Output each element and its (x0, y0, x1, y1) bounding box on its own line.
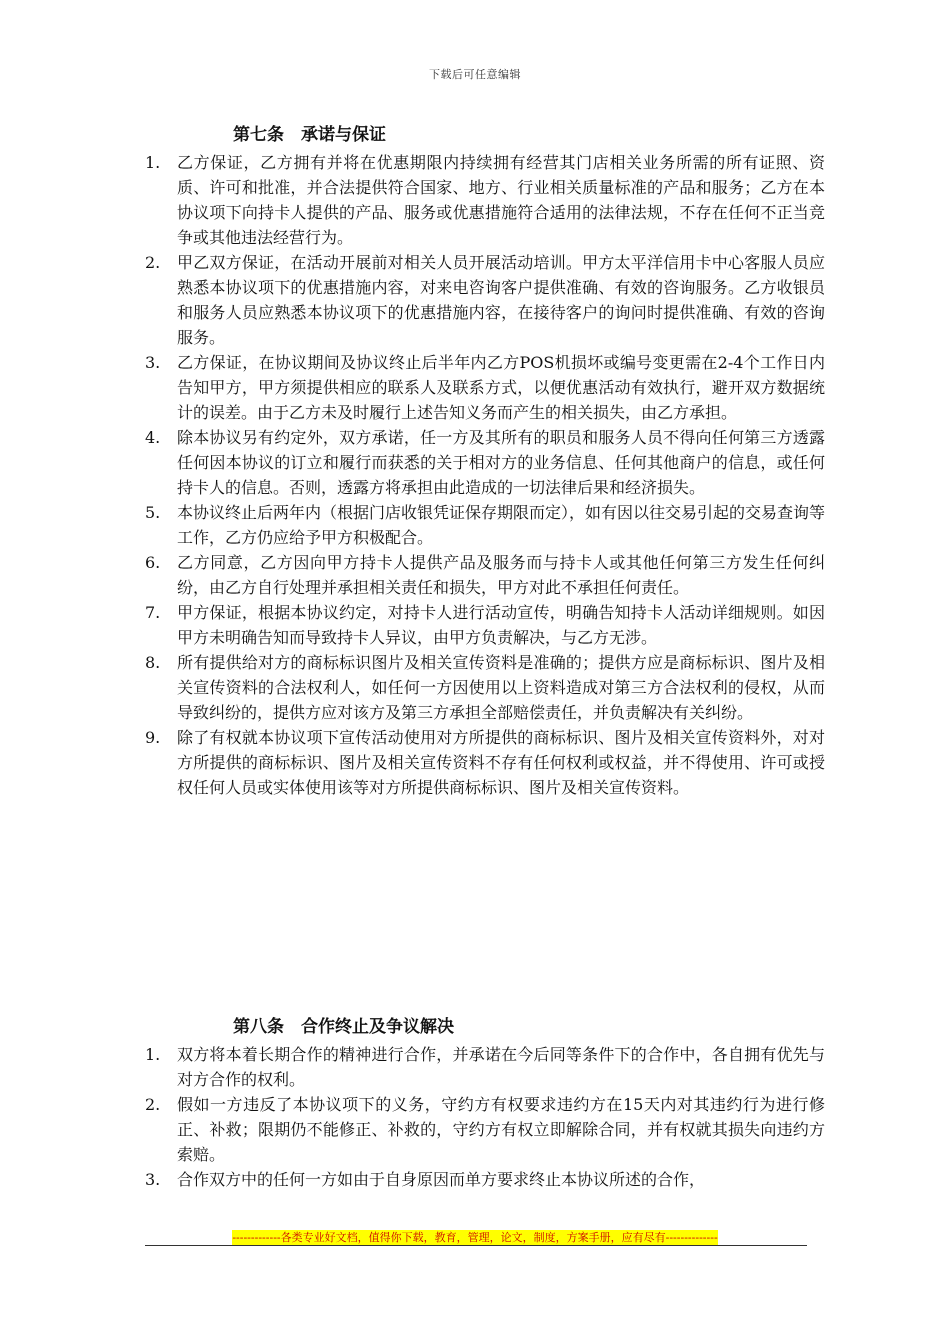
clause-text: 乙方保证，在协议期间及协议终止后半年内乙方POS机损坏或编号变更需在2-4个工作日内告知甲方，甲方须提供相应的联系人及联系方式，以便优惠活动有效执行，避开双方数据统计的误差。由于乙方未及时履行上述告知义务而产生的相关损失，由乙方承担。 (177, 353, 825, 422)
clause-number: 3. (145, 353, 161, 372)
clause-number: 9. (145, 728, 161, 747)
clause-item (145, 250, 825, 350)
footer-banner-text: -------------各类专业好文档，值得你下载，教育，管理，论文，制度，方案手册，应有尽有-------------- (232, 1231, 718, 1244)
clause-text: 甲乙双方保证，在活动开展前对相关人员开展活动培训。甲方太平洋信用卡中心客服人员应熟悉本协议项下的优惠措施内容，对来电咨询客户提供准确、有效的咨询服务。乙方收银员和服务人员应熟悉本协议项下的优惠措施内容，在接待客户的询问时提供准确、有效的咨询服务。 (177, 253, 825, 347)
footer-banner (0, 1226, 950, 1245)
clause-number: 1. (145, 153, 161, 172)
clause-text: 双方将本着长期合作的精神进行合作，并承诺在今后同等条件下的合作中，各自拥有优先与对方合作的权利。 (177, 1045, 825, 1089)
footer-divider (145, 1245, 807, 1246)
clause-item (145, 1092, 825, 1167)
clause-number: 4. (145, 428, 161, 447)
clause-number: 6. (145, 553, 161, 572)
clause-item (145, 600, 825, 650)
clause-number: 1. (145, 1045, 161, 1064)
clause-number: 3. (145, 1170, 161, 1189)
article-7-clause-list (145, 150, 825, 800)
article-7-title: 第七条 承诺与保证 (233, 125, 386, 145)
clause-text: 甲方保证，根据本协议约定，对持卡人进行活动宣传，明确告知持卡人活动详细规则。如因甲方未明确告知而导致持卡人异议，由甲方负责解决，与乙方无涉。 (177, 603, 825, 647)
clause-item (145, 350, 825, 425)
clause-item (145, 150, 825, 250)
clause-item (145, 500, 825, 550)
clause-number: 7. (145, 603, 161, 622)
article-8-title: 第八条 合作终止及争议解决 (233, 1017, 454, 1037)
clause-text: 本协议终止后两年内（根据门店收银凭证保存期限而定），如有因以往交易引起的交易查询等工作，乙方仍应给予甲方积极配合。 (177, 503, 826, 547)
clause-text: 假如一方违反了本协议项下的义务，守约方有权要求违约方在15天内对其违约行为进行修正、补救；限期仍不能修正、补救的，守约方有权立即解除合同，并有权就其损失向违约方索赔。 (177, 1095, 825, 1164)
clause-item (145, 550, 825, 600)
clause-text: 合作双方中的任何一方如由于自身原因而单方要求终止本协议所述的合作， (177, 1170, 706, 1189)
clause-text: 乙方同意，乙方因向甲方持卡人提供产品及服务而与持卡人或其他任何第三方发生任何纠纷，由乙方自行处理并承担相关责任和损失，甲方对此不承担任何责任。 (177, 553, 825, 597)
page-header: 下载后可任意编辑 (429, 68, 521, 81)
clause-item (145, 725, 825, 800)
article-8 (145, 1012, 825, 1192)
clause-item (145, 650, 825, 725)
clause-number: 2. (145, 253, 161, 272)
clause-number: 2. (145, 1095, 161, 1114)
clause-item (145, 425, 825, 500)
article-8-clause-list (145, 1042, 825, 1192)
clause-text: 除了有权就本协议项下宣传活动使用对方所提供的商标标识、图片及相关宣传资料外，对对方所提供的商标标识、图片及相关宣传资料不存有任何权利或权益，并不得使用、许可或授权任何人员或实体使用该等对方所提供商标标识、图片及相关宣传资料。 (177, 728, 825, 797)
article-7 (145, 120, 825, 800)
clause-text: 除本协议另有约定外，双方承诺，任一方及其所有的职员和服务人员不得向任何第三方透露任何因本协议的订立和履行而获悉的关于相对方的业务信息、任何其他商户的信息，或任何持卡人的信息。否则，透露方将承担由此造成的一切法律后果和经济损失。 (177, 428, 825, 497)
clause-number: 5. (145, 503, 161, 522)
clause-number: 8. (145, 653, 161, 672)
clause-item (145, 1167, 825, 1192)
clause-text: 所有提供给对方的商标标识图片及相关宣传资料是准确的；提供方应是商标标识、图片及相关宣传资料的合法权利人，如任何一方因使用以上资料造成对第三方合法权利的侵权，从而导致纠纷的，提供方应对该方及第三方承担全部赔偿责任，并负责解决有关纠纷。 (177, 653, 825, 722)
clause-text: 乙方保证，乙方拥有并将在优惠期限内持续拥有经营其门店相关业务所需的所有证照、资质、许可和批准，并合法提供符合国家、地方、行业相关质量标准的产品和服务；乙方在本协议项下向持卡人提供的产品、服务或优惠措施符合适用的法律法规，不存在任何不正当竞争或其他违法经营行为。 (177, 153, 825, 247)
clause-item (145, 1042, 825, 1092)
